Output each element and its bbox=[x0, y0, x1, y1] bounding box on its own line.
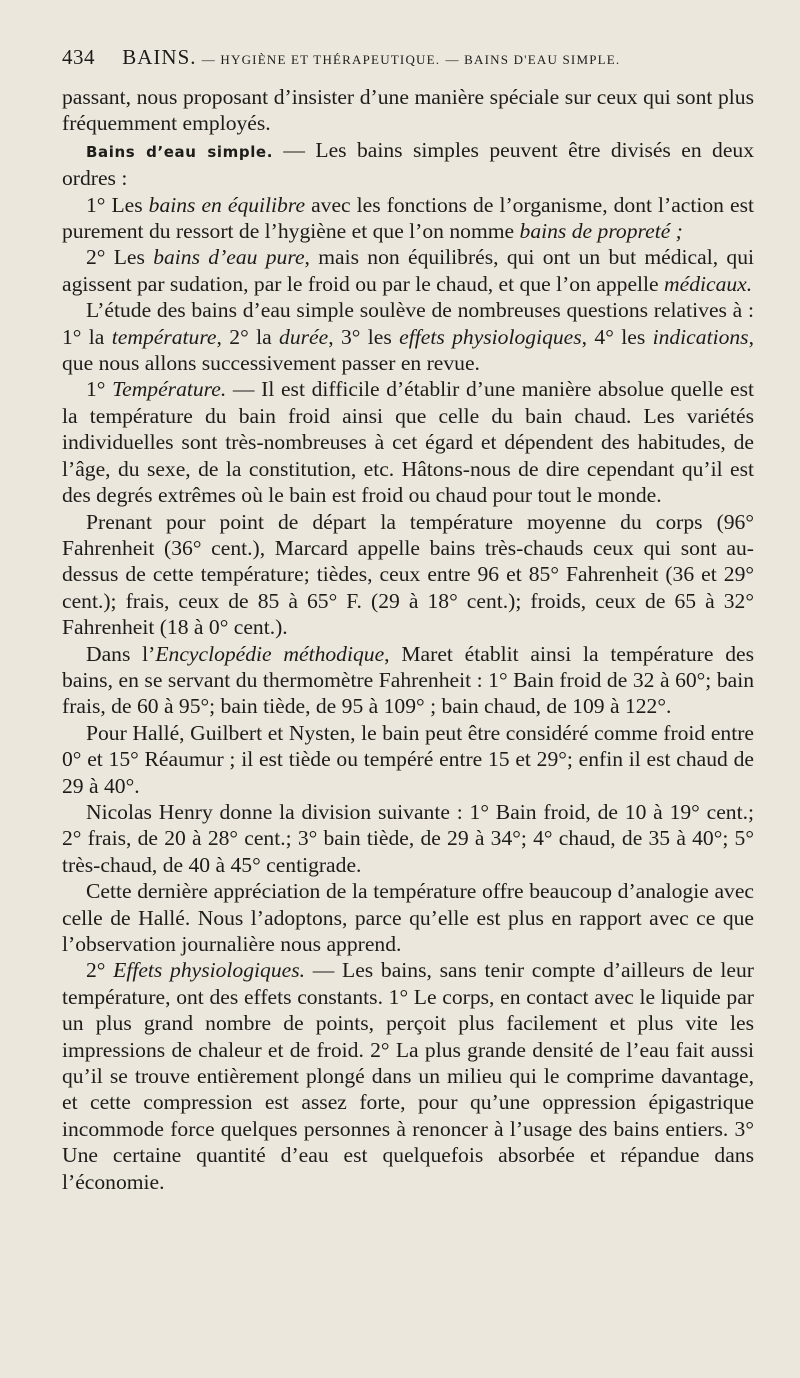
header-separator: — bbox=[201, 52, 216, 67]
paragraph-text: 1° bbox=[86, 377, 113, 402]
section-heading: Bains d’eau simple. bbox=[86, 142, 274, 161]
paragraph-text: — Les bains, sans tenir compte d’ailleurs de leur température, ont des effets constants. 1° Le corps, en contact avec le liquide par un plus grand nombre de points, perçoit plus facilement et plus vite les impressions de chaleur et de froid. 2° La plus grande densité de l’eau fait aussi qu’il se trouve entièrement plongé dans un milieu qui le comprime davantage, et cette compression est assez forte, pour qu’une oppression épigastrique incommode force quelques personnes à renoncer à l’usage des bains entiers. 3° Une certaine quantité d’eau est quelquefois absorbée et répandue dans l’économie. bbox=[62, 958, 754, 1194]
paragraph bbox=[62, 878, 754, 957]
paragraph-text: 2° bbox=[86, 958, 114, 983]
running-header bbox=[62, 45, 762, 71]
paragraph-text: avec les fonctions de l’organisme, dont l’action est purement du ressort de l’hygiène et que l’on nomme bbox=[62, 192, 754, 244]
paragraph-text: Prenant pour point de départ la température moyenne du corps (96° Fahrenheit (36° cent.), Marcard appelle bains très-chauds ceux qui sont au-dessus de cette température; tièdes, ceux entre 96 et 85° Fahrenheit (36 et 29° cent.); frais, ceux de 85 à 65° F. (29 à 18° cent.); froids, ceux de 65 à 32° Fahrenheit (18 à 0° cent.). bbox=[62, 509, 754, 640]
paragraph-text: — Il est difficile d’établir d’une manière absolue quelle est la température du bain froid ainsi que celle du bain chaud. Les variétés individuelles sont très-nombreuses à cet égard et dépendent des habitudes, de l’âge, du sexe, de la constitution, etc. Hâtons-nous de dire cependant qu’il est des degrés extrêmes où le bain est froid ou chaud pour tout le monde. bbox=[62, 377, 754, 508]
paragraph bbox=[62, 297, 754, 376]
italic-term: effets physiologiques bbox=[399, 324, 582, 349]
paragraph-text: Nicolas Henry donne la division suivante : 1° Bain froid, de 10 à 19° cent.; 2° frais, de 20 à 28° cent.; 3° bain tiède, de 29 à 34°; 4° chaud, de 35 à 40°; 5° très-chaud, de 40 à 45° centigrade. bbox=[62, 799, 754, 877]
paragraph bbox=[62, 509, 754, 641]
page-number: 434 bbox=[62, 45, 95, 69]
paragraph-text: — Les bains simples peuvent être divisés en deux ordres : bbox=[62, 137, 754, 191]
italic-term: Température. bbox=[112, 377, 227, 402]
paragraph-text: , 2° la bbox=[216, 324, 280, 349]
paragraph-text: 2° Les bbox=[86, 245, 154, 270]
paragraph bbox=[62, 799, 754, 878]
header-chapter: BAINS. bbox=[122, 45, 197, 69]
header-subsection: BAINS D'EAU SIMPLE. bbox=[464, 52, 621, 67]
italic-term: bains en équilibre bbox=[148, 192, 306, 217]
paragraph bbox=[62, 192, 754, 245]
paragraph-text: Pour Hallé, Guilbert et Nysten, le bain peut être considéré comme froid entre 0° et 15° Réaumur ; il est tiède ou tempéré entre 15 et 29°; enfin il est chaud de 29 à 40°. bbox=[62, 720, 754, 798]
italic-term: durée bbox=[279, 324, 329, 349]
body-text bbox=[62, 84, 754, 1195]
paragraph-text: , mais non équilibrés, qui ont un but médical, qui agissent par sudation, par le froid ou par le chaud, et que l’on appelle bbox=[62, 245, 754, 296]
paragraph-text: , 4° les bbox=[581, 324, 653, 349]
paragraph bbox=[62, 137, 754, 192]
paragraph-text: L’étude des bains d’eau simple soulève de nombreuses questions relatives à : 1° la bbox=[62, 298, 754, 349]
italic-term: indications bbox=[652, 324, 749, 349]
header-section: HYGIÈNE ET THÉRAPEUTIQUE. bbox=[220, 52, 441, 67]
paragraph bbox=[62, 641, 754, 720]
paragraph-text: Cette dernière appréciation de la température offre beaucoup d’analogie avec celle de Hallé. Nous l’adoptons, parce qu’elle est plus en rapport avec ce que l’observation journalière nous apprend. bbox=[62, 879, 754, 956]
italic-term: Effets physiologiques. bbox=[113, 958, 305, 983]
paragraph-text: passant, nous proposant d’insister d’une manière spéciale sur ceux qui sont plus fréquemment employés. bbox=[62, 85, 754, 136]
paragraph bbox=[62, 376, 754, 508]
paragraph bbox=[62, 720, 754, 799]
paragraph bbox=[62, 84, 754, 137]
paragraph-text: , Maret établit ainsi la température des bains, en se servant du thermomètre Fahrenheit : 1° Bain froid de 32 à 60°; bain frais, de 60 à 95°; bain tiède, de 95 à 109° ; bain chaud, de 109 à 122°. bbox=[62, 641, 754, 719]
italic-term: bains d’eau pure bbox=[153, 245, 305, 270]
paragraph bbox=[62, 244, 754, 297]
paragraph-text: Dans l’ bbox=[86, 641, 156, 666]
paragraph bbox=[62, 957, 754, 1195]
paragraph-text: 1° Les bbox=[86, 192, 149, 217]
header-separator: — bbox=[445, 52, 460, 67]
italic-term: médicaux. bbox=[664, 271, 753, 296]
italic-term: bains de propreté ; bbox=[519, 219, 683, 244]
italic-term: Encyclopédie méthodique bbox=[155, 641, 385, 666]
italic-term: température bbox=[111, 324, 217, 349]
paragraph-text: , 3° les bbox=[328, 324, 400, 349]
paragraph-text: , que nous allons successivement passer en revue. bbox=[62, 324, 754, 376]
